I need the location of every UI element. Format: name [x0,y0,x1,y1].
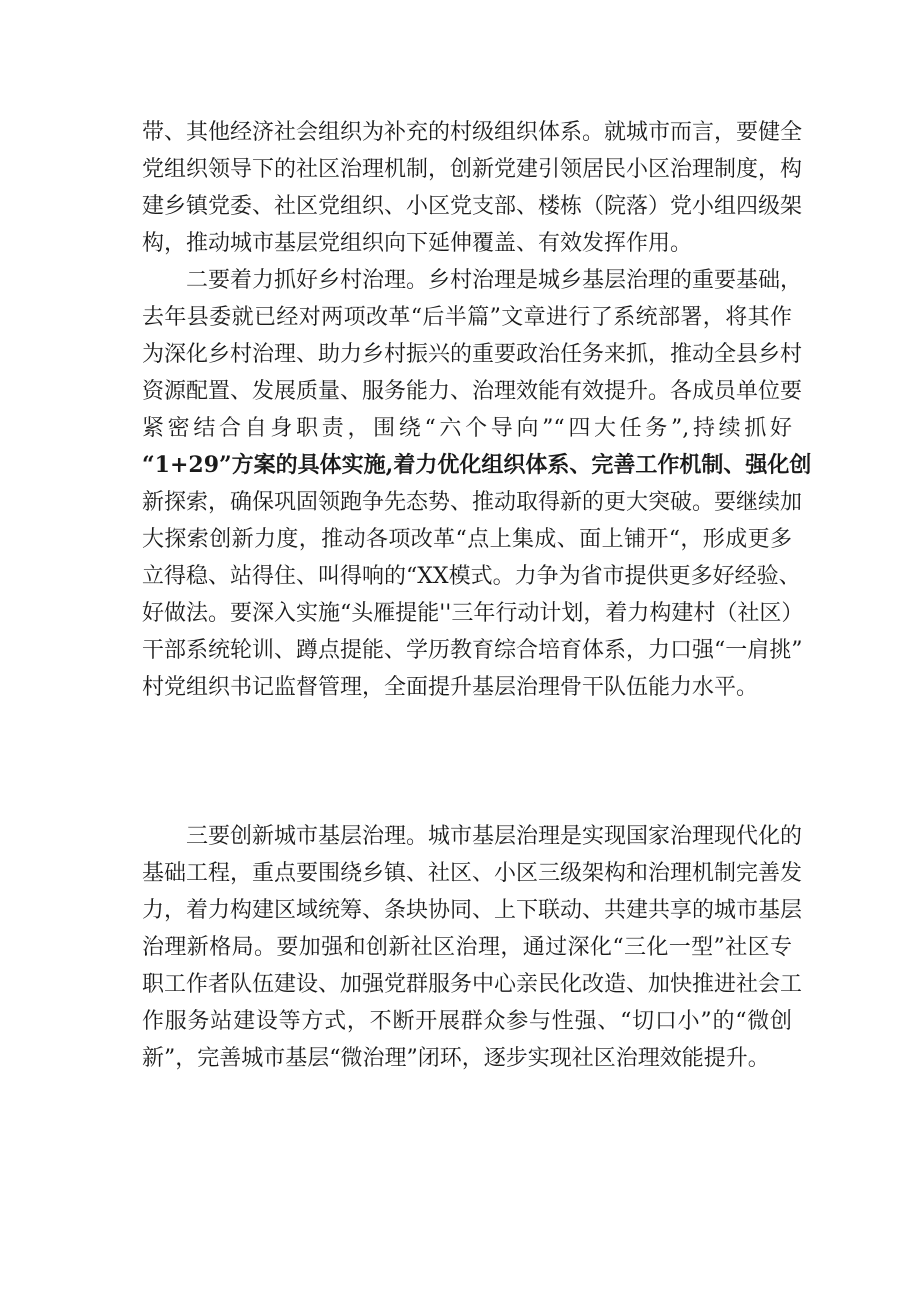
paragraph-2-line-2: 去年县委就已经对两项改革“后半篇”文章进行了系统部署，将其作 [142,305,792,330]
paragraph-1 [142,114,803,262]
paragraph-2-line-5: 紧密结合自身职责，围绕“六个导向”“四大任务”,持续抓好 [142,416,792,441]
paragraph-2-line-8: 大探索创新力度，推动各项改革“点上集成、面上铺开“，形成更多 [142,527,792,552]
paragraph-1-line-1: 带、其他经济社会组织为补充的村级组织体系。就城市而言，要健全 [142,120,803,145]
paragraph-2 [142,262,812,706]
paragraph-3-line-3: 力，着力构建区域统筹、条块协同、上下联动、共建共享的城市基层 [142,898,803,923]
paragraph-1-line-4: 构，推动城市基层党组织向下延伸覆盖、有效发挥作用。 [142,231,693,256]
paragraph-3-line-1: 三要创新城市基层治理。城市基层治理是实现国家治理现代化的 [186,824,803,849]
paragraph-2-line-9: 立得稳、站得住、叫得响的“XX模式。力争为省市提供更多好经验、 [142,564,801,589]
paragraph-2-line-3: 为深化乡村治理、助力乡村振兴的重要政治任务来抓，推动全县乡村 [142,342,803,367]
paragraph-3-line-2: 基础工程，重点要围绕乡镇、社区、小区三级架构和治理机制完善发 [142,861,803,886]
paragraph-2-line-12: 村党组织书记监督管理，全面提升基层治理骨干队伍能力水平。 [142,675,759,700]
paragraph-3 [142,818,803,1077]
paragraph-3-line-6: 作服务站建设等方式，不断开展群众参与性强、“切口小”的“微创 [142,1009,792,1034]
paragraph-3-line-5: 职工作者队伍建设、加强党群服务中心亲民化改造、加快推进社会工 [142,972,803,997]
paragraph-3-line-4: 治理新格局。要加强和创新社区治理，通过深化“三化一型”社区专 [142,935,792,960]
paragraph-3-line-7: 新”，完善城市基层“微治理”闭环，逐步实现社区治理效能提升。 [142,1046,770,1071]
paragraph-2-line-7: 新探索，确保巩固领跑争先态势、推动取得新的更大突破。要继续加 [142,490,803,515]
paragraph-2-line-1: 二要着力抓好乡村治理。乡村治理是城乡基层治理的重要基础， [186,268,803,293]
paragraph-1-line-2: 党组织领导下的社区治理机制，创新党建引领居民小区治理制度，构 [142,157,803,182]
paragraph-2-line-11: 干部系统轮训、蹲点提能、学历教育综合培育体系，力口强“一肩挑” [142,638,803,663]
paragraph-2-line-10: 好做法。要深入实施“头雁提能''三年行动计划，着力构建村（社区） [142,601,804,626]
paragraph-1-line-3: 建乡镇党委、社区党组织、小区党支部、楼栋（院落）党小组四级架 [142,194,803,219]
paragraph-2-line-6: “1+29”方案的具体实施,着力优化组织体系、完善工作机制、强化创 [142,452,812,478]
paragraph-2-line-4: 资源配置、发展质量、服务能力、治理效能有效提升。各成员单位要 [142,379,803,404]
